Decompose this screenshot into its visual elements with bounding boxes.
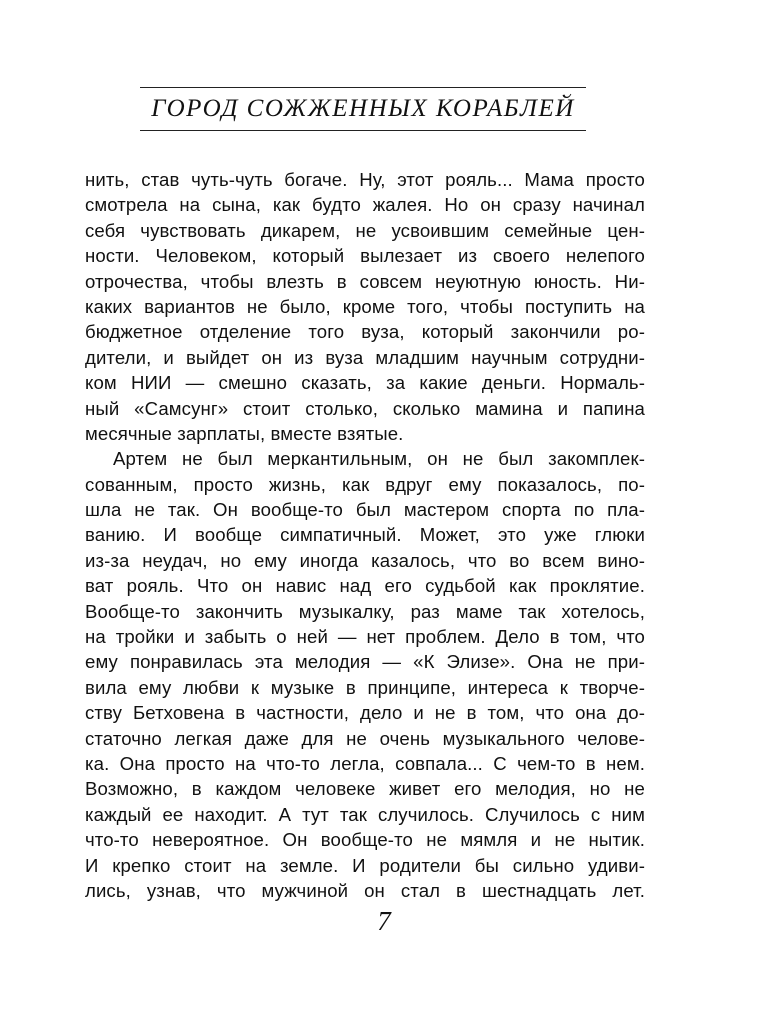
text-line: ству Бетховена в частности, дело и не в том, что она до- <box>85 702 645 724</box>
text-line: из-за неудач, но ему иногда казалось, что во всем вино- <box>85 549 645 571</box>
page-number: 7 <box>377 906 391 936</box>
text-line: ности. Человеком, который вылезает из своего нелепого <box>85 245 645 267</box>
text-line: нить, став чуть-чуть богаче. Ну, этот рояль... Мама просто <box>85 169 645 190</box>
text-line: смотрела на сына, как будто жалея. Но он сразу начинал <box>85 194 645 216</box>
text-line: каждый ее находит. А тут так случилось. Случилось с ним <box>85 803 645 825</box>
running-header-title: ГОРОД СОЖЖЕННЫХ КОРАБЛЕЙ <box>151 95 575 122</box>
text-line: ему понравилась эта мелодия — «К Элизе». Она не при- <box>85 651 645 673</box>
text-line: статочно легкая даже для не очень музыкального челове- <box>85 727 645 749</box>
text-line-paragraph-end: месячные зарплаты, вместе взятые. <box>85 422 404 444</box>
text-line: ка. Она просто на что-то легла, совпала... С чем-то в нем. <box>85 752 645 774</box>
text-line: шла не так. Он вообще-то был мастером спорта по пла- <box>85 499 645 521</box>
text-line: бюджетное отделение того вуза, который закончили ро- <box>85 321 645 343</box>
text-line: Вообще-то закончить музыкалку, раз маме так хотелось, <box>85 600 645 622</box>
text-line: ком НИИ — смешно сказать, за какие деньги. Нормаль- <box>85 372 645 394</box>
text-line: ванию. И вообще симпатичный. Может, это уже глюки <box>85 524 645 546</box>
text-line: что-то невероятное. Он вообще-то не мямля и не нытик. <box>85 829 645 851</box>
text-line: И крепко стоит на земле. И родители бы сильно удиви- <box>85 854 645 876</box>
text-line: дители, и выйдет он из вуза младшим научным сотрудни- <box>85 346 645 368</box>
text-line: себя чувствовать дикарем, не усвоившим семейные цен- <box>85 219 645 241</box>
body-text <box>85 167 645 903</box>
text-line: каких вариантов не было, кроме того, чтобы поступить на <box>85 295 645 317</box>
text-line: сованным, просто жизнь, как вдруг ему показалось, по- <box>85 473 645 495</box>
text-line: отрочества, чтобы влезть в совсем неуютную юность. Ни- <box>85 270 645 292</box>
text-line: Возможно, в каждом человеке живет его мелодия, но не <box>85 778 645 800</box>
text-line: ват рояль. Что он навис над его судьбой как проклятие. <box>85 575 645 597</box>
text-line: вила ему любви к музыке в принципе, интереса к творче- <box>85 676 645 698</box>
text-line: лись, узнав, что мужчиной он стал в шестнадцать лет. <box>85 879 645 901</box>
text-line: ный «Самсунг» стоит столько, сколько мамина и папина <box>85 397 645 419</box>
running-header <box>140 87 586 131</box>
text-line: на тройки и забыть о ней — нет проблем. Дело в том, что <box>85 626 645 648</box>
text-line-paragraph-start: Артем не был меркантильным, он не был закомплек- <box>113 448 645 470</box>
